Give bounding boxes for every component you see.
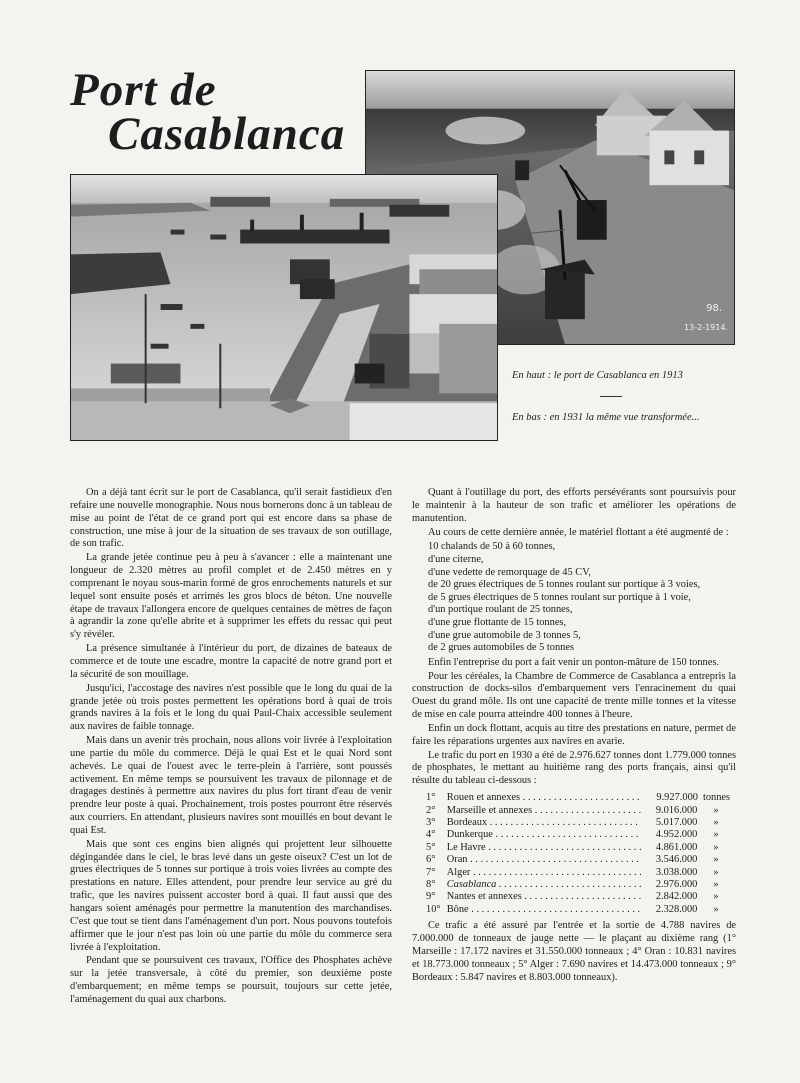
caption-bottom: En bas : en 1931 la même vue transformée...	[512, 412, 700, 423]
list-item: de 2 grues automobiles de 5 tonnes	[428, 642, 575, 654]
paragraph: Jusqu'ici, l'accostage des navires n'est possible que le long du quai de la grande jetée où trois postes permettent les opérations bord à quai de trois grands navires à la fois et le long du quai Paul-Chaix accessible seulement aux navires de faible tonnage.	[70, 682, 392, 733]
list-item: de 5 grues électriques de 5 tonnes roulant sur portique à 1 voie,	[428, 591, 691, 603]
paragraph: Pour les céréales, la Chambre de Commerce de Casablanca a entrepris la construction de docks-silos d'embarquement vers l'enracinement du quai Ouest du grand môle. Ils ont une capacité de trente mille tonnes et la vitesse de mise en cale pourra atteindre 400 tonnes à l'heure.	[412, 670, 736, 721]
table-row	[426, 842, 736, 854]
unit: »	[713, 841, 719, 853]
unit: »	[713, 866, 719, 878]
rank: 4°	[426, 829, 436, 841]
caption-divider	[600, 396, 622, 397]
tonnage: 4.952.000	[655, 829, 698, 841]
paragraph: Ce trafic a été assuré par l'entrée et la sortie de 4.788 navires de 7.000.000 de tonneaux de jauge nette — le plaçant au dixième rang (1° Marseille : 17.172 navires et 31.550.000 tonneaux ; 4° Oran : 10.831 navires et 18.773.000 tonneaux ; 5° Alger : 7.690 navires et 14.473.000 tonneaux ; 9° Bordeaux : 5.847 navires et 8.803.000 tonneaux).	[412, 920, 736, 983]
unit: »	[713, 804, 719, 816]
paragraph: On a déjà tant écrit sur le port de Casablanca, qu'il serait fastidieux d'en refaire une nouvelle monographie. Nous nous bornerons donc à un tableau de mise au point de l'état de ce grand port qui est encore dans sa phase de construction, une mise à jour de la situation de ses travaux de son outillage, de son trafic.	[70, 487, 393, 550]
rank: 6°	[426, 854, 436, 866]
list-item: d'une grue flottante de 15 tonnes,	[428, 616, 567, 628]
port-name: Bône . . .	[447, 904, 641, 916]
port-name: Alger . . .	[447, 867, 641, 879]
tonnage: 4.861.000	[655, 841, 698, 853]
equipment-list	[412, 541, 736, 654]
rank: 3°	[426, 816, 436, 828]
rank: 7°	[426, 866, 436, 878]
tonnage: 9.016.000	[655, 804, 698, 816]
unit: »	[713, 879, 719, 890]
unit: »	[713, 854, 719, 866]
rank: 10°	[426, 903, 441, 915]
article-right-column	[412, 487, 736, 984]
tonnage: 3.038.000	[655, 866, 698, 878]
tonnage: 9.927.000	[656, 792, 698, 804]
rank: 5°	[426, 841, 436, 853]
paragraph: Le trafic du port en 1930 a été de 2.976.627 tonnes dont 1.779.000 tonnes de phosphates, le mettant au huitième rang des ports français, ainsi qu'il résulte du tableau ci-dessous :	[412, 749, 736, 787]
table-row	[426, 904, 736, 916]
list-item: 10 chalands de 50 à 60 tonnes,	[428, 541, 556, 553]
port-name: Marseille et annexes . . .	[447, 805, 641, 817]
photo-1913-number: 98.	[706, 303, 722, 314]
list-item: d'une vedette de remorquage de 45 CV,	[428, 566, 591, 578]
paragraph: La grande jetée continue peu à peu à s'avancer : elle a maintenant une longueur de 2.320 mètres au profil complet et de 2.450 mètres en y comprenant le noyau sous-marin formé de gros enrochements naturels et sur lequel sont ensuite posés et arrimés les gros blocs de béton. Une nouvelle étape de travaux l'allongera encore de quelques centaines de mètres de façon à agrandir la zone qu'elle abrite et à supprimer les effets du ressac qui peut s'y révéler.	[70, 552, 392, 641]
table-row	[426, 792, 736, 804]
rank: 1°	[426, 792, 436, 804]
photo-1931-image	[71, 175, 497, 440]
paragraph: Pendant que se poursuivent ces travaux, l'Office des Phosphates achève sur la jetée transversale, à côté du premier, son deuxième poste d'embarquement; en même temps se poursuit, toujours sur cette jetée, l'aménagement du quai aux charbons.	[70, 955, 392, 1005]
port-name: Dunkerque . . .	[447, 829, 641, 841]
table-row	[426, 854, 736, 866]
table-row	[426, 829, 736, 841]
paragraph: La présence simultanée à l'intérieur du port, de dizaines de bateaux de commerce et de toute une escadre, montre la capacité de notre grand port et la sécurité de son mouillage.	[70, 643, 392, 680]
photo-port-1931	[70, 174, 498, 441]
table-row	[426, 805, 736, 817]
photo-1913-date: 13-2-1914.	[684, 323, 728, 332]
port-name: Casablanca . . .	[447, 879, 641, 891]
table-row	[426, 867, 736, 879]
paragraph: Mais dans un avenir très prochain, nous allons voir livrée à l'exploitation une partie du môle du commerce. Déjà le quai Est et le quai Nord sont achevés. Le quai de l'ouest avec le terre-plein à l'arrière, sont poussés activement. En même temps se poursuivent les travaux de pilonnage et de dragages destinés à permettre aux navires du plus fort tirant d'eau de venir prendre leur poste à quai. Prochainement, trois postes pourront être réservés aux courriers. En attendant, plusieurs navires sont mouillés en bout devant le quai Est.	[70, 735, 392, 836]
ports-ranking-table	[426, 792, 736, 916]
tonnage: 5.017.000	[655, 816, 698, 828]
paragraph: Quant à l'outillage du port, des efforts persévérants sont poursuivis pour le maintenir à la hauteur de son trafic et améliorer les opérations de manutention.	[412, 487, 736, 524]
article-left-column	[70, 487, 392, 1007]
table-row	[426, 817, 736, 829]
rank: 8°	[426, 879, 436, 890]
list-item: de 20 grues électriques de 5 tonnes roulant sur portique à 3 voies,	[428, 579, 701, 591]
title-line-2: Casablanca	[108, 108, 346, 160]
list-item: d'un portique roulant de 25 tonnes,	[428, 604, 573, 616]
unit: »	[713, 891, 719, 903]
port-name: Rouen et annexes . . .	[447, 792, 642, 804]
table-row	[426, 891, 736, 903]
tonnage: 2.328.000	[655, 903, 698, 915]
tonnage: 3.546.000	[655, 854, 698, 866]
tonnage: 2.976.000	[655, 879, 698, 890]
unit: »	[713, 903, 719, 915]
rank: 2°	[426, 804, 436, 816]
caption-top: En haut : le port de Casablanca en 1913	[512, 370, 683, 381]
unit: »	[713, 816, 719, 828]
port-name: Le Havre . . .	[447, 842, 641, 854]
unit: »	[713, 829, 719, 841]
paragraph: Enfin un dock flottant, acquis au titre des prestations en nature, permet de faire les réparations urgentes aux navires en avarie.	[412, 722, 736, 747]
unit: tonnes	[702, 792, 731, 804]
title-line-1: Port de	[70, 64, 217, 116]
page-title	[70, 64, 360, 160]
port-name: Nantes et annexes . . .	[447, 891, 641, 903]
port-name: Oran . . .	[447, 854, 641, 866]
list-item: d'une citerne,	[428, 553, 484, 565]
list-item: d'une grue automobile de 3 tonnes 5,	[428, 629, 581, 641]
paragraph: Au cours de cette dernière année, le matériel flottant a été augmenté de :	[428, 526, 729, 538]
tonnage: 2.842.000	[655, 891, 698, 903]
rank: 9°	[426, 891, 436, 903]
paragraph: Enfin l'entreprise du port a fait venir un ponton-mâture de 150 tonnes.	[428, 656, 719, 668]
table-row	[426, 879, 736, 891]
port-name: Bordeaux . . .	[447, 817, 641, 829]
paragraph: Mais que sont ces engins bien alignés qui projettent leur silhouette dégingandée dans le ciel, le bras levé dans un geste oiseux? C'est un lot de grues électriques de 5 tonnes sur portique à trois voies livrées au compte des prestations en nature. Elles attendent, pour prendre leur service au gré du trafic, que les navires puissent accoster bord à quai. Il faut aussi que des hangars soient aménagés pour permettre la manutention des marchandises. C'est que tout se tient dans l'aménagement d'un port. Nous pouvons toutefois affirmer que le jour n'est pas loin où une partie du môle du commerce sera livrée à l'exploitation.	[70, 838, 392, 953]
